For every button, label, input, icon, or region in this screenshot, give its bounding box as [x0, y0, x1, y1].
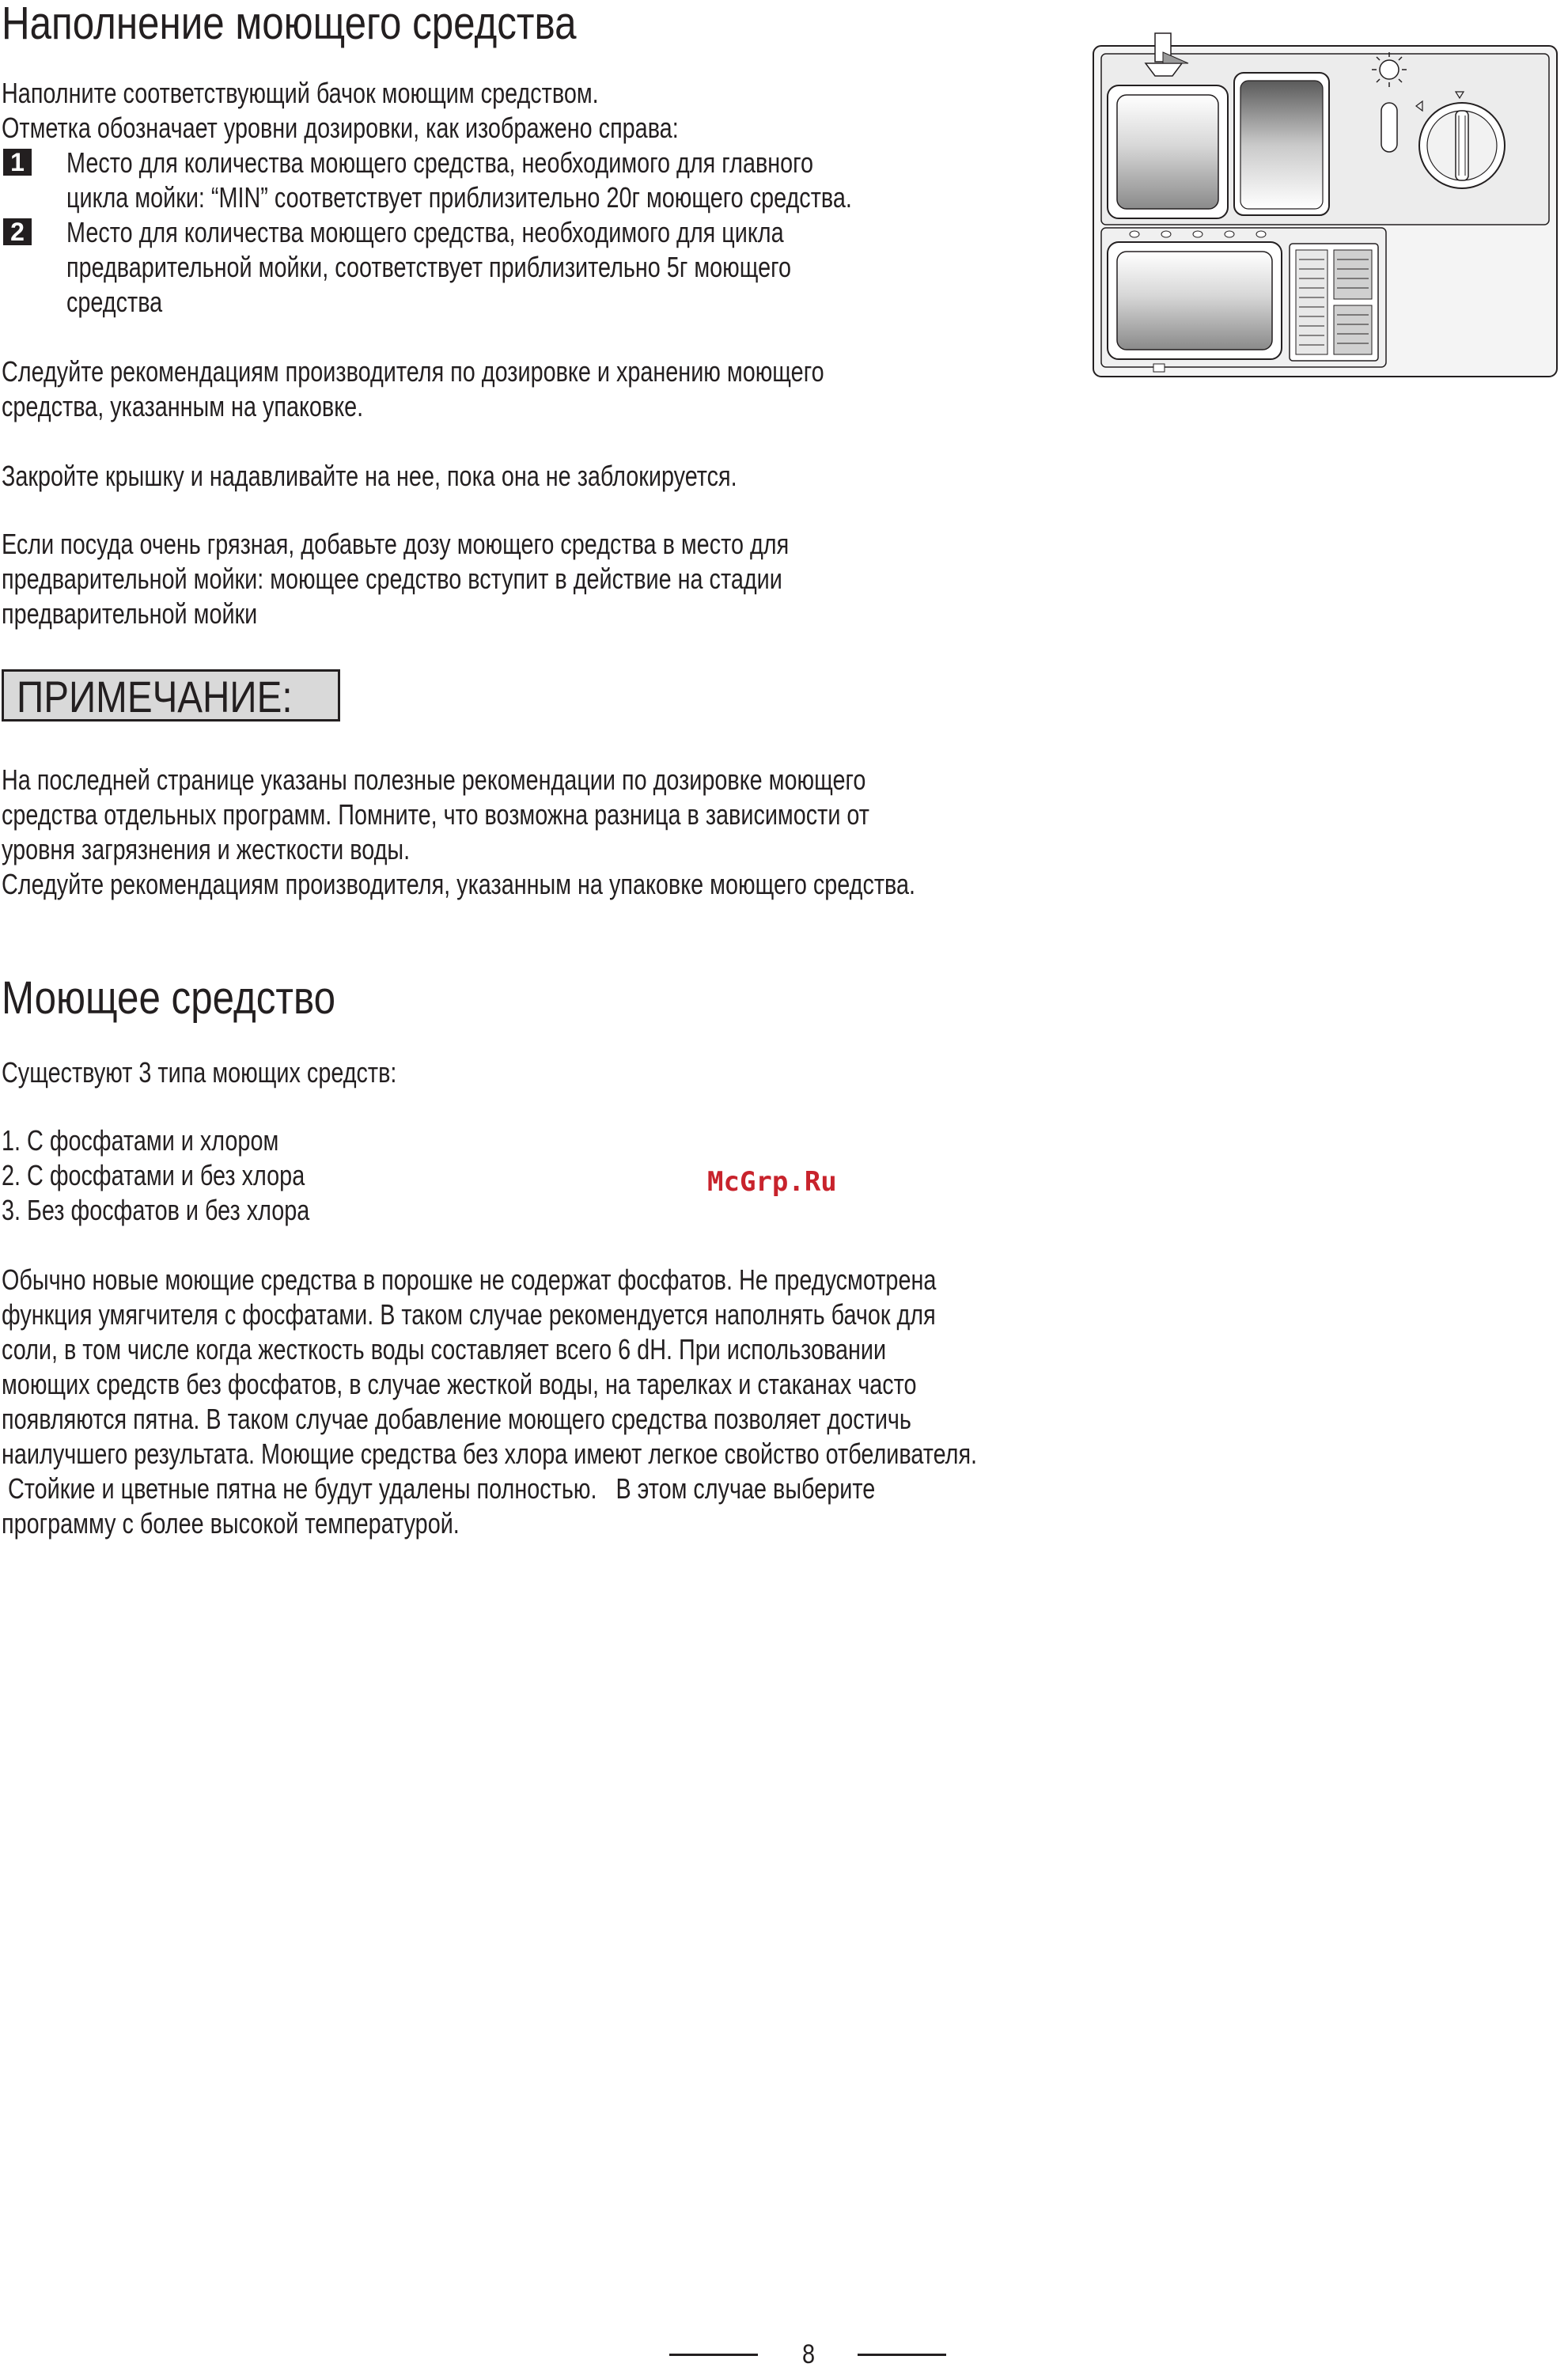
watermark: McGrp.Ru [707, 1166, 837, 1198]
item-2-line: предварительной мойки, соответствует приблизительно 5г моющего [66, 251, 792, 283]
note-line: уровня загрязнения и жесткости воды. [2, 833, 411, 865]
dispenser-lid [1234, 73, 1329, 215]
intro-line: Отметка обозначает уровни дозировки, как изображено справа: [2, 112, 679, 144]
detergent-type-item: 2. С фосфатами и без хлора [2, 1159, 305, 1191]
prewash-compartment [1108, 242, 1282, 359]
page-number: 8 [801, 2339, 816, 2369]
paragraph-close-lid: Закройте крышку и надавливайте на нее, пока она не заблокируется. [2, 460, 737, 492]
note-line: средства отдельных программ. Помните, что возможна разница в зависимости от [2, 798, 870, 831]
marker-badge-2: 2 [3, 218, 32, 245]
paragraph-follow-line: Следуйте рекомендациям производителя по дозировке и хранению моющего [2, 355, 824, 388]
body-line: функция умягчителя с фосфатами. В таком случае рекомендуется наполнять бачок для [2, 1298, 936, 1331]
body-line: появляются пятна. В таком случае добавление моющего средства позволяет достичь [2, 1403, 911, 1435]
body-line: программу с более высокой температурой. [2, 1507, 460, 1540]
item-1-line: Место для количества моющего средства, необходимого для главного [66, 146, 814, 179]
detergent-dispenser-illustration [1090, 28, 1565, 384]
section-title-detergent-filling: Наполнение моющего средства [2, 0, 577, 49]
body-line: соли, в том числе когда жесткость воды составляет всего 6 dH. При использовании [2, 1333, 887, 1365]
note-line: Следуйте рекомендациям производителя, указанным на упаковке моющего средства. [2, 868, 916, 900]
marker-badge-1: 1 [3, 149, 32, 176]
body-line: Стойкие и цветные пятна не будут удалены полностью. В этом случае выберите [2, 1472, 876, 1505]
main-wash-compartment [1108, 85, 1228, 218]
paragraph-dirty-line: предварительной мойки: моющее средство вступит в действие на стадии [2, 562, 782, 595]
item-1-line: цикла мойки: “MIN” соответствует приблизительно 20г моющего средства. [66, 181, 852, 214]
paragraph-dirty-line: предварительной мойки [2, 597, 258, 630]
side-grille [1290, 244, 1378, 361]
section-title-detergent: Моющее средство [2, 972, 336, 1024]
paragraph-follow-line: средства, указанным на упаковке. [2, 390, 364, 422]
intro-line: Наполните соответствующий бачок моющим средством. [2, 77, 599, 109]
note-label-box [2, 669, 340, 722]
paragraph-dirty-line: Если посуда очень грязная, добавьте дозу моющего средства в место для [2, 528, 790, 560]
body-line: Обычно новые моющие средства в порошке не содержат фосфатов. Не предусмотрена [2, 1263, 937, 1296]
body-line: моющих средств без фосфатов, в случае жесткой воды, на тарелках и стаканах часто [2, 1368, 917, 1400]
item-2-line: Место для количества моющего средства, необходимого для цикла [66, 216, 784, 248]
detergent-type-item: 3. Без фосфатов и без хлора [2, 1194, 310, 1226]
note-label: ПРИМЕЧАНИЕ: [17, 672, 293, 722]
detergent-types-intro: Существуют 3 типа моющих средств: [2, 1056, 397, 1089]
footer-rule-right [858, 2354, 946, 2356]
note-line: На последней странице указаны полезные рекомендации по дозировке моющего [2, 763, 866, 796]
footer-rule-left [669, 2354, 758, 2356]
body-line: наилучшего результата. Моющие средства без хлора имеют легкое свойство отбеливателя. [2, 1437, 978, 1470]
detergent-type-item: 1. С фосфатами и хлором [2, 1124, 279, 1157]
item-2-line: средства [66, 286, 163, 318]
